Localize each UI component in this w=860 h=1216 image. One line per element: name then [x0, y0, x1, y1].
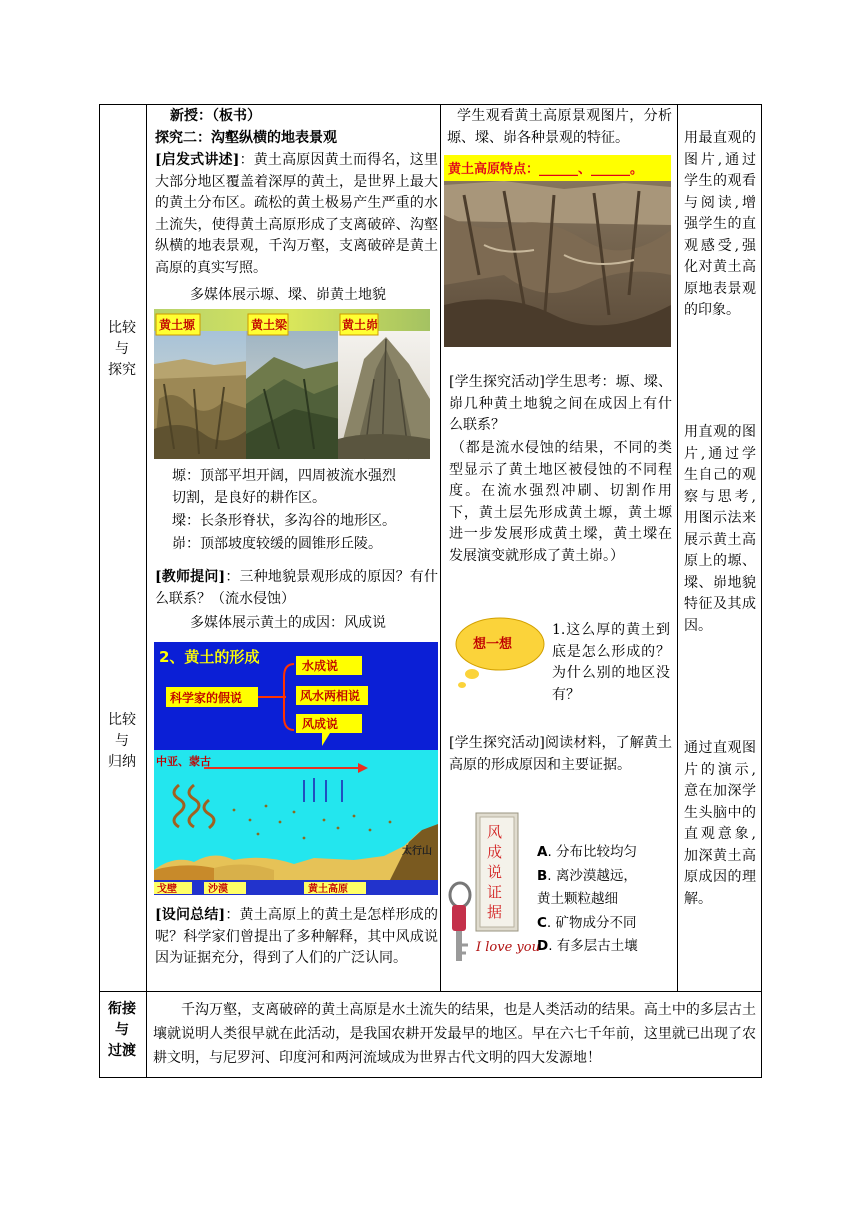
border-top [99, 104, 762, 105]
summary-text: ：黄土高原上的黄土是怎样形成的呢？科学家们曾提出了多种解释，其中风成说因为证据充分，得到了人们的广泛认同。 [155, 907, 438, 966]
evidence-list [537, 841, 638, 959]
label-line: 探究 [108, 362, 136, 378]
question-paragraph [155, 567, 438, 610]
mao-description: 峁：顶部坡度较缓的圆锥形丘陵。 [172, 536, 382, 552]
border-label-col [146, 104, 147, 1078]
lecture-paragraph [155, 150, 438, 279]
intent-note-1: 用最直观的图片,通过学生的观看与阅读,增强学生的直观感受,强化对黄土高原地表景观的印象。 [684, 130, 756, 318]
evidence-letter: A [537, 844, 548, 860]
activity-2-text: 阅读材料，了解黄土高原的形成原因和主要证据。 [449, 735, 672, 773]
label-line: 与 [115, 1022, 129, 1038]
option-wind: 风成说 [302, 717, 339, 731]
photo-mao [338, 331, 430, 459]
label-line: 比较 [108, 320, 136, 336]
activity-2-tag: [学生探究活动] [449, 735, 545, 751]
border-teacher-col [440, 104, 441, 991]
evidence-text: . 分布比较均匀 [547, 844, 638, 860]
evidence-letter: D [537, 938, 549, 954]
activity-1-answer: （都是流水侵蚀的结果，不同的类型显示了黄土地区被侵蚀的不同程度。在流水强烈冲刷、切割作用下，黄土层先形成黄土塬，黄土塬进一步发展形成黄土墚，黄土墚在发展演变就形成了黄土峁。） [449, 440, 672, 564]
activity-1-text: 学生思考：塬、墚、峁几种黄土地貌之间在成因上有什么联系？ [449, 374, 672, 433]
question-text: ：三种地貌景观形成的原因？有什么联系？（流水侵蚀） [155, 569, 438, 607]
photo-yuan [154, 331, 248, 459]
border-bottom [99, 1077, 762, 1078]
evidence-letter: B [537, 867, 548, 884]
activity-2-paragraph [449, 733, 672, 776]
media-caption-landforms: 多媒体展示塬、墚、峁黄土地貌 [190, 287, 386, 303]
question-tag: [教师提问] [155, 569, 226, 585]
border-student-col [677, 104, 678, 991]
option-mixed: 风水两相说 [300, 689, 361, 703]
zone-desert: 沙漠 [208, 884, 228, 895]
think-question: 1.这么厚的黄土到底是怎么形成的？为什么别的地区没有？ [552, 622, 670, 703]
lecture-tag: [启发式讲述] [155, 152, 240, 168]
border-left [99, 104, 100, 1078]
lecture-text: ：黄土高原因黄土而得名，这里大部分地区覆盖着深厚的黄土，是世界上最大的黄土分布区。疏松的黄土极易产生严重的水土流失，使得黄土高原形成了支离破碎、沟壑纵横的地表景观，千沟万壑，支离破碎是黄土高原的真实写照。 [155, 152, 438, 276]
landform-photos [154, 309, 430, 459]
key-text: I love you [476, 940, 540, 955]
evidence-item [537, 935, 638, 959]
map-mountain: 太行山 [402, 846, 432, 857]
plateau-photo [444, 155, 671, 347]
label-yuan: 黄土塬 [159, 318, 196, 332]
wind-deposit-map [154, 750, 438, 895]
evidence-item [537, 912, 638, 936]
evidence-tag-3: 说 [487, 863, 503, 881]
row-label-transition [99, 999, 145, 1062]
intent-note-2: 用直观的图片,通过学生自己的观察与思考,用图示法来展示黄土高原上的塬、墚、峁地貌特征及其成因。 [684, 424, 756, 634]
evidence-letter: C [537, 914, 547, 931]
border-row-divider [99, 991, 762, 992]
zone-plateau: 黄土高原 [308, 884, 348, 895]
evidence-tag-1: 风 [487, 823, 503, 841]
row-label-compare-summarize [99, 710, 145, 773]
media-caption-formation: 多媒体展示黄土的成因：风成说 [190, 615, 386, 631]
photo-liang [246, 331, 340, 459]
formation-slide [154, 642, 438, 750]
evidence-tag-5: 据 [487, 903, 503, 921]
label-mao: 黄土峁 [342, 318, 379, 332]
evidence-item [537, 841, 638, 865]
slide-title: 2、黄土的形成 [159, 648, 260, 666]
think-cloud [450, 610, 550, 692]
summary-paragraph [155, 905, 438, 970]
evidence-text: . 离沙漠越远， [547, 867, 637, 884]
activity-1-paragraph [449, 372, 672, 437]
evidence-text: . 有多层古土壤 [548, 938, 638, 954]
evidence-text: 黄土颗粒越细 [537, 891, 618, 907]
yuan-description-1: 塬：顶部平坦开阔，四周被流水强烈 [172, 468, 396, 484]
evidence-text: . 矿物成分不同 [546, 914, 637, 931]
new-lesson-heading: 新授：（板书） [170, 108, 261, 124]
option-water: 水成说 [302, 659, 339, 673]
label-line: 与 [115, 733, 129, 749]
label-line: 与 [115, 341, 129, 357]
evidence-tag-2: 成 [487, 843, 503, 861]
observe-paragraph: 学生观看黄土高原景观图片，分析塬、墚、峁各种景观的特征。 [447, 108, 672, 146]
evidence-item [537, 865, 638, 889]
label-liang: 黄土梁 [251, 318, 288, 332]
liang-description: 墚：长条形脊状，多沟谷的地形区。 [172, 513, 396, 529]
hypothesis-label: 科学家的假说 [170, 691, 243, 705]
yuan-description-2: 切割，是良好的耕作区。 [172, 490, 326, 506]
activity-1-tag: [学生探究活动] [449, 374, 545, 390]
label-line: 衔接 [108, 1001, 136, 1017]
feature-banner: 黄土高原特点：______、______。 [448, 162, 644, 177]
border-right [761, 104, 762, 1078]
label-line: 过渡 [108, 1043, 136, 1059]
transition-paragraph: 千沟万壑，支离破碎的黄土高原是水土流失的结果，也是人类活动的结果。高土中的多层古土壤就说明人类很早就在此活动，是我国农耕开发最早的地区。早在六七千年前，这里就已出现了农耕文明，与尼罗河、印度河和两河流域成为世界古代文明的四大发源地！ [153, 1002, 756, 1066]
zone-gobi: 戈壁 [157, 884, 177, 895]
row-label-compare-explore [99, 318, 145, 381]
label-line: 归纳 [108, 754, 136, 770]
map-source: 中亚、蒙古 [156, 755, 211, 768]
summary-tag: [设问总结] [155, 907, 226, 923]
evidence-key-image [446, 805, 540, 975]
think-label: 想一想 [473, 637, 513, 652]
inquiry-title: 探究二：沟壑纵横的地表景观 [155, 130, 337, 146]
evidence-item [537, 888, 638, 912]
evidence-tag-4: 证 [487, 883, 503, 901]
label-line: 比较 [108, 712, 136, 728]
intent-note-3: 通过直观图片的演示,意在加深学生头脑中的直观意象,加深黄土高原成因的理解。 [684, 740, 756, 907]
